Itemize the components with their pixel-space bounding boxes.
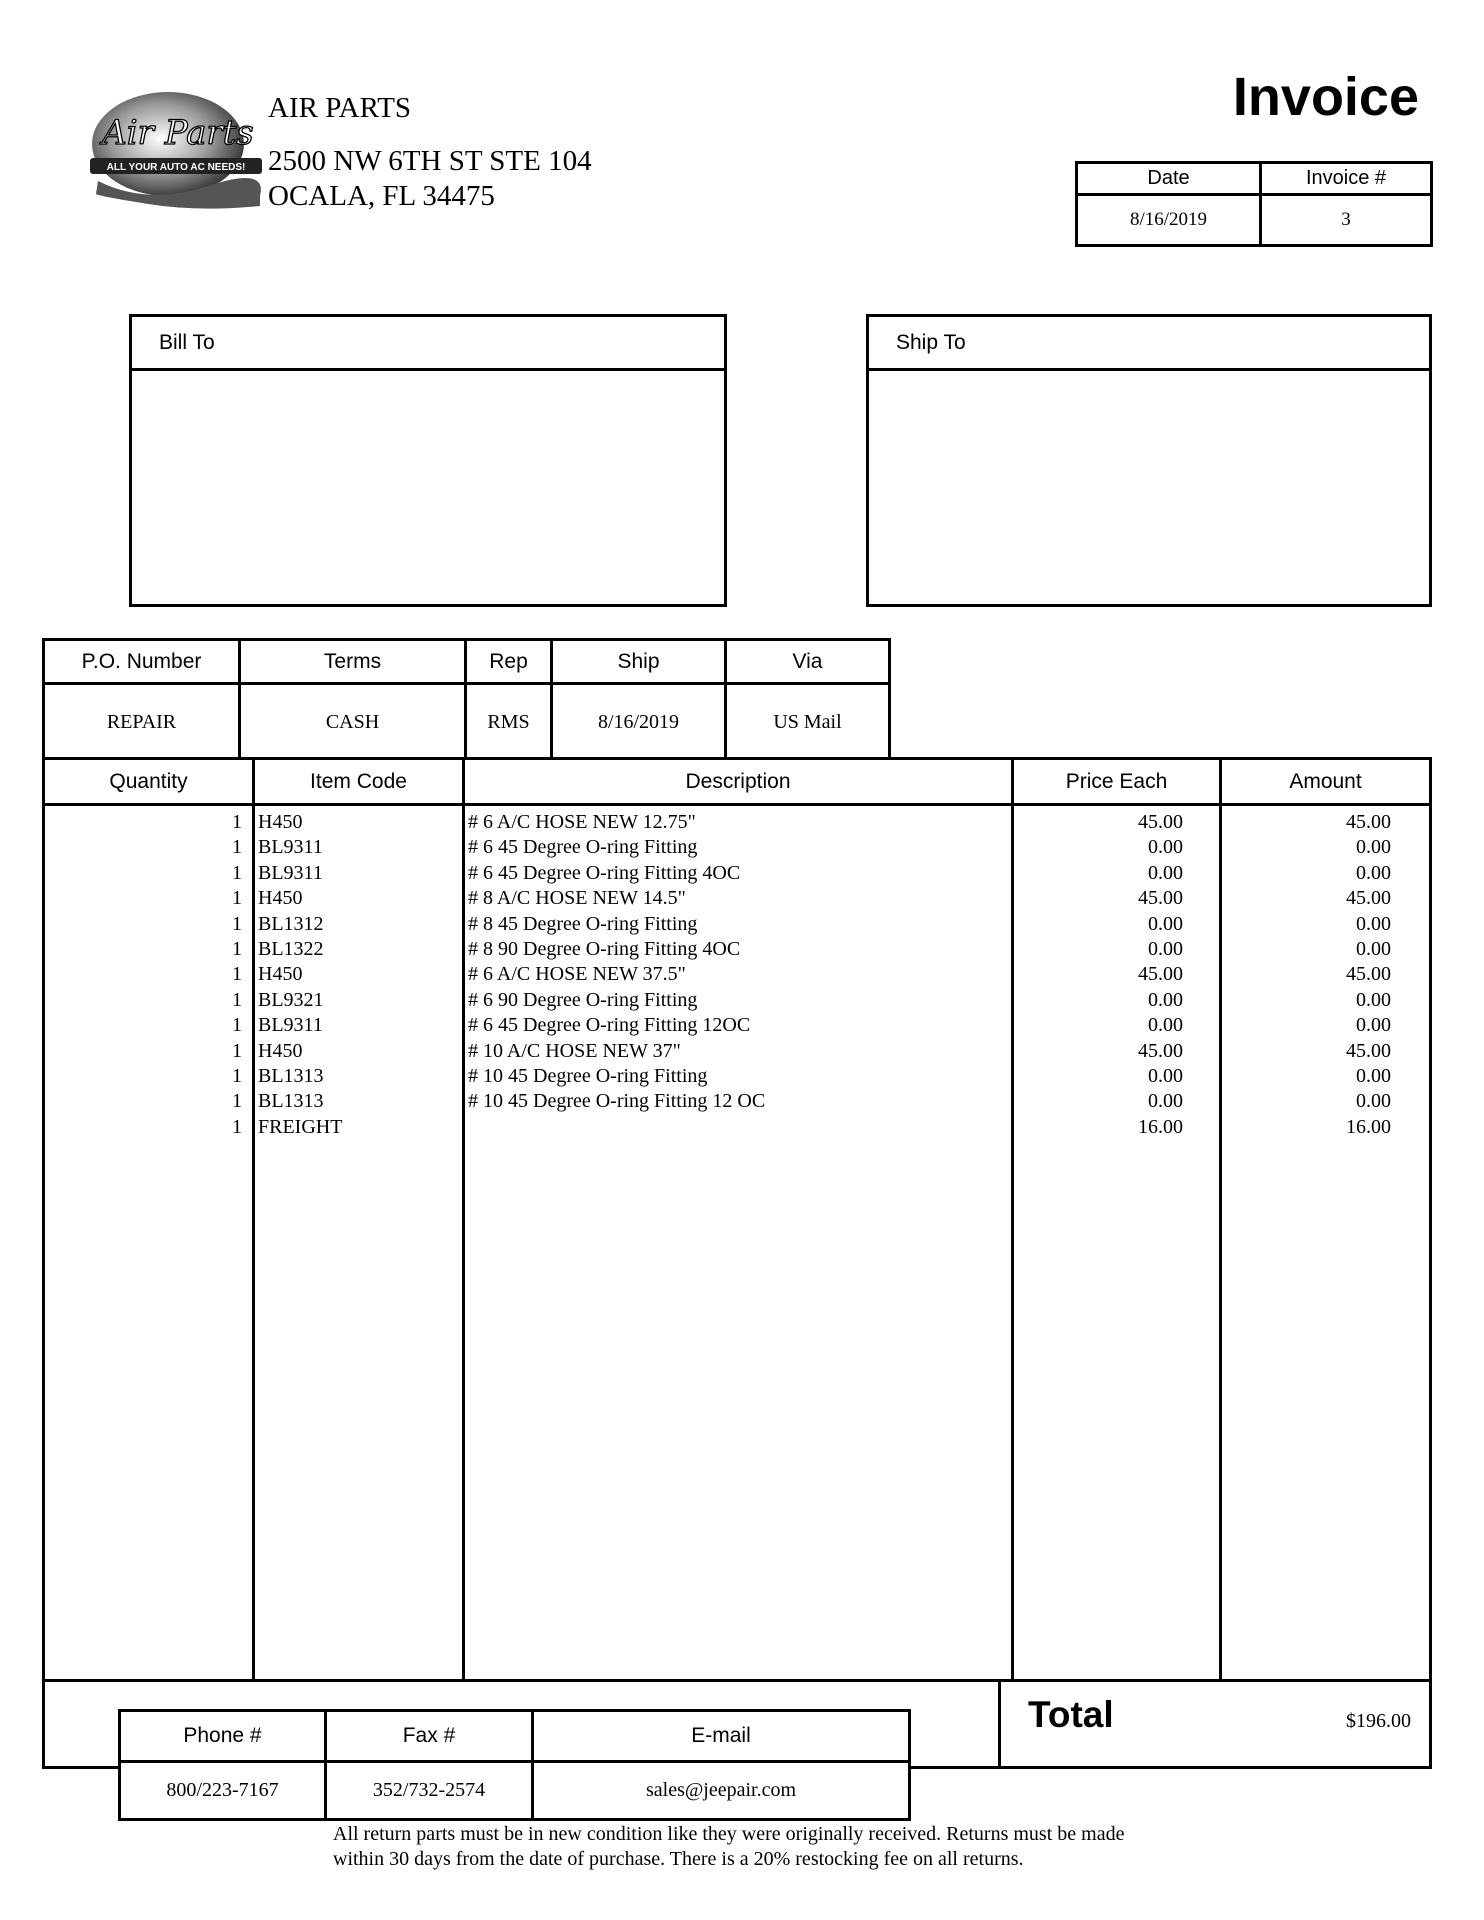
item-description: # 6 45 Degree O-ring Fitting <box>468 836 698 859</box>
email-header: E-mail <box>534 1712 908 1763</box>
table-row <box>45 861 1429 886</box>
item-amount: 45.00 <box>1346 811 1391 833</box>
item-quantity: 1 <box>232 1014 242 1037</box>
table-row <box>45 988 1429 1013</box>
item-code: BL9321 <box>258 988 324 1011</box>
item-description: # 10 45 Degree O-ring Fitting 12 OC <box>468 1090 766 1113</box>
item-price-each: 0.00 <box>1148 836 1183 859</box>
contact-table <box>118 1709 911 1821</box>
total-label: Total <box>1028 1694 1114 1735</box>
svg-text:Air Parts: Air Parts <box>102 113 254 153</box>
item-description: # 10 45 Degree O-ring Fitting <box>468 1065 708 1087</box>
item-price-each: 0.00 <box>1148 938 1183 960</box>
quantity-header: Quantity <box>109 770 188 793</box>
item-price-each: 45.00 <box>1138 887 1183 910</box>
item-price-each: 0.00 <box>1148 1065 1183 1087</box>
item-quantity: 1 <box>232 963 242 986</box>
item-price-each: 45.00 <box>1138 811 1183 833</box>
item-price-each: 0.00 <box>1148 912 1183 935</box>
item-code: BL9311 <box>258 1014 323 1037</box>
company-address-line1: 2500 NW 6TH ST STE 104 <box>268 145 592 177</box>
item-code: H450 <box>258 811 303 833</box>
item-code: BL9311 <box>258 836 323 859</box>
table-row <box>45 1089 1429 1114</box>
item-quantity: 1 <box>232 861 242 884</box>
company-name: AIR PARTS <box>268 92 412 124</box>
item-code: H450 <box>258 1039 303 1062</box>
invoice-number-value: 3 <box>1341 209 1351 230</box>
item-amount: 0.00 <box>1356 1090 1391 1113</box>
table-row <box>45 937 1429 962</box>
item-quantity: 1 <box>232 836 242 859</box>
table-row <box>45 1064 1429 1089</box>
item-amount: 0.00 <box>1356 861 1391 884</box>
item-quantity: 1 <box>232 988 242 1011</box>
item-code: BL1313 <box>258 1090 324 1113</box>
item-amount: 0.00 <box>1356 938 1391 960</box>
invoice-number-label: Invoice # <box>1262 164 1430 196</box>
item-amount: 45.00 <box>1346 1039 1391 1062</box>
table-row <box>45 1115 1429 1140</box>
fax-value: 352/732-2574 <box>327 1763 534 1818</box>
terms-header: Terms <box>241 641 467 685</box>
item-quantity: 1 <box>232 1065 242 1087</box>
amount-header: Amount <box>1289 770 1362 793</box>
po-number-header: P.O. Number <box>45 641 241 685</box>
item-quantity: 1 <box>232 938 242 960</box>
description-header: Description <box>685 770 791 793</box>
item-code: H450 <box>258 963 303 986</box>
item-amount: 0.00 <box>1356 912 1391 935</box>
company-logo <box>88 86 264 212</box>
item-price-each: 16.00 <box>1138 1115 1183 1138</box>
table-row <box>45 1013 1429 1038</box>
rep-value: RMS <box>467 685 553 760</box>
item-amount: 0.00 <box>1356 988 1391 1011</box>
item-description: # 8 90 Degree O-ring Fitting 4OC <box>468 938 741 960</box>
item-code: H450 <box>258 887 303 910</box>
table-row <box>45 1039 1429 1064</box>
item-amount: 0.00 <box>1356 836 1391 859</box>
item-amount: 45.00 <box>1346 887 1391 910</box>
order-info-table <box>42 638 891 759</box>
ship-header: Ship <box>553 641 727 685</box>
item-amount: 45.00 <box>1346 963 1391 986</box>
item-amount: 0.00 <box>1356 1065 1391 1087</box>
po-number-value: REPAIR <box>45 685 241 760</box>
via-header: Via <box>727 641 888 685</box>
table-row <box>45 835 1429 860</box>
date-label: Date <box>1078 164 1262 196</box>
item-price-each: 45.00 <box>1138 963 1183 986</box>
total-value: $196.00 <box>1346 1710 1411 1732</box>
line-items-table <box>42 757 1432 1682</box>
phone-header: Phone # <box>121 1712 327 1763</box>
terms-value: CASH <box>241 685 467 760</box>
date-value: 8/16/2019 <box>1078 196 1262 244</box>
invoice-meta-box <box>1075 161 1433 247</box>
fax-header: Fax # <box>327 1712 534 1763</box>
rep-header: Rep <box>467 641 553 685</box>
return-policy-note: All return parts must be in new condition like they were originally received. Returns must be made within 30 days from the date of purchase. There is a 20% restocking fee on all returns. <box>333 1823 1125 1870</box>
company-address-line2: OCALA, FL 34475 <box>268 180 495 212</box>
bill-to-label: Bill To <box>132 317 724 371</box>
item-code: FREIGHT <box>258 1115 343 1138</box>
item-description: # 6 45 Degree O-ring Fitting 4OC <box>468 861 741 884</box>
item-description: # 8 45 Degree O-ring Fitting <box>468 912 698 935</box>
item-price-each: 0.00 <box>1148 988 1183 1011</box>
bill-to-box <box>129 314 727 607</box>
item-description: # 8 A/C HOSE NEW 14.5" <box>468 887 686 910</box>
item-price-each: 0.00 <box>1148 861 1183 884</box>
ship-to-label: Ship To <box>869 317 1429 371</box>
item-description: # 6 90 Degree O-ring Fitting <box>468 988 698 1011</box>
item-price-each: 0.00 <box>1148 1014 1183 1037</box>
item-code: BL1322 <box>258 938 324 960</box>
item-description: # 10 A/C HOSE NEW 37" <box>468 1039 681 1062</box>
document-title: Invoice <box>1232 67 1419 127</box>
item-description: # 6 A/C HOSE NEW 37.5" <box>468 963 686 986</box>
item-description: # 6 A/C HOSE NEW 12.75" <box>468 811 696 833</box>
item-quantity: 1 <box>232 1115 242 1138</box>
item-quantity: 1 <box>232 887 242 910</box>
item-code: BL1312 <box>258 912 324 935</box>
item-amount: 16.00 <box>1346 1115 1391 1138</box>
item-price-each: 45.00 <box>1138 1039 1183 1062</box>
item-quantity: 1 <box>232 1039 242 1062</box>
item-quantity: 1 <box>232 912 242 935</box>
ship-to-box <box>866 314 1432 607</box>
item-quantity: 1 <box>232 1090 242 1113</box>
item-code: BL1313 <box>258 1065 324 1087</box>
item-quantity: 1 <box>232 811 242 833</box>
table-row <box>45 962 1429 987</box>
item-code: BL9311 <box>258 861 323 884</box>
logo-graphic <box>88 86 264 212</box>
table-row <box>45 912 1429 937</box>
item-code-header: Item Code <box>310 770 407 793</box>
phone-value: 800/223-7167 <box>121 1763 327 1818</box>
price-each-header: Price Each <box>1065 770 1168 793</box>
email-value[interactable]: sales@jeepair.com <box>645 1779 797 1801</box>
svg-text:ALL YOUR AUTO AC NEEDS!: ALL YOUR AUTO AC NEEDS! <box>106 162 246 173</box>
table-row <box>45 886 1429 911</box>
item-price-each: 0.00 <box>1148 1090 1183 1113</box>
item-description: # 6 45 Degree O-ring Fitting 12OC <box>468 1014 751 1037</box>
ship-date-value: 8/16/2019 <box>553 685 727 760</box>
table-row <box>45 810 1429 835</box>
via-value: US Mail <box>773 711 842 733</box>
item-amount: 0.00 <box>1356 1014 1391 1037</box>
